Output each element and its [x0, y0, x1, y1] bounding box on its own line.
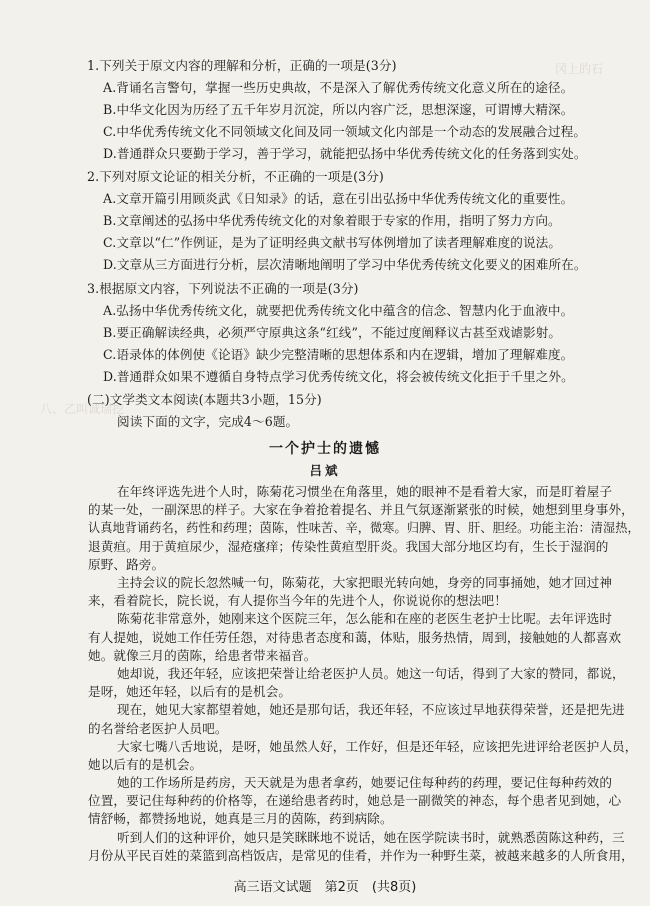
question-3-option-c: C.语录体的体例使《论语》缺少完整清晰的思想体系和内在逻辑，增加了理解难度。 — [103, 347, 574, 362]
question-2-stem: 2.下列对原文论证的相关分析，不正确的一项是(3分) — [87, 169, 384, 184]
story-line: 来，看着院长，院长说，有人提你当今年的先进个人，你说说你的想法吧！ — [88, 593, 507, 609]
story-line: 主持会议的院长忽然喊一句，陈菊花，大家把眼光转向她，身旁的同事捅她，她才回过神 — [117, 575, 613, 590]
bleed-through-text: 冈上的石 — [555, 62, 604, 76]
story-line: 是呀，她还年轻，以后有的是机会。 — [88, 684, 292, 700]
story-line: 陈菊花非常意外，她刚来这个医院三年，怎么能和在座的老医生老护士比呢。去年评选时 — [117, 611, 613, 627]
question-3-option-b: B.要正确解读经典，必须严守原典这条“红线”，不能过度阐释议古甚至戏谑影射。 — [103, 325, 562, 340]
question-3-option-a: A.弘扬中华优秀传统文化，就要把优秀传统文化中蕴含的信念、智慧内化于血液中。 — [103, 303, 574, 318]
question-1-option-d: D.普通群众只要勤于学习，善于学习，就能把弘扬中华优秀传统文化的任务落到实处。 — [103, 146, 587, 161]
section-instruction: 阅读下面的文字，完成4～6题。 — [117, 414, 299, 429]
story-line: 大家七嘴八舌地说，是呀，她虽然人好，工作好，但是还年轻，应该把先进评给老医护人员， — [117, 738, 638, 754]
question-1-option-b: B.中华文化因为历经了五千年岁月沉淀，所以内容广泛，思想深邃，可谓博大精深。 — [103, 102, 574, 117]
story-line: 原野、路旁。 — [88, 556, 165, 572]
story-line: 退黄疸。用于黄疸尿少，湿疮瘙痒；传染性黄疸型肝炎。我国大部分地区均有，生长于湿润的 — [88, 538, 609, 554]
page-footer: 高三语文试题 第2页 (共8页) — [233, 880, 417, 895]
story-line: 月份从平民百姓的菜篮到高档饭店，是常见的佳肴，并作为一种野生菜，被越来越多的人所食用， — [88, 847, 634, 863]
question-1-option-c: C.中华优秀传统文化不同领域文化间及同一领域文化内部是一个动态的发展融合过程。 — [103, 124, 587, 139]
story-line: 她。就像三月的茵陈，给患者带来福音。 — [88, 647, 317, 663]
question-2-option-d: D.文章从三方面进行分析，层次清晰地阐明了学习中华优秀传统文化要义的困难所在。 — [103, 257, 587, 272]
bleed-through-text: 八、乙叫诚瑞挖 — [40, 402, 125, 416]
story-title: 一个护士的遗憾 — [269, 441, 381, 457]
question-2-option-a: A.文章开篇引用顾炎武《日知录》的话，意在引出弘扬中华优秀传统文化的重要性。 — [103, 191, 574, 206]
story-author: 吕斌 — [309, 463, 341, 478]
question-2-option-c: C.文章以“仁”作例证，是为了证明经典文献书写体例增加了读者理解难度的说法。 — [103, 235, 562, 250]
question-1-stem: 1.下列关于原文内容的理解和分析，正确的一项是(3分) — [87, 58, 397, 73]
story-line: 她以后有的是机会。 — [88, 756, 203, 772]
story-line: 在年终评选先进个人时，陈菊花习惯坐在角落里，她的眼神不是看着大家，而是盯着屋子 — [117, 484, 613, 499]
story-line: 现在，她见大家都望着她，她还是那句话，我还年轻，不应该过早地获得荣誉，还是把先进 — [117, 702, 625, 718]
question-2-option-b: B.文章阐述的弘扬中华优秀传统文化的对象着眼于专家的作用，指明了努力方向。 — [103, 213, 561, 228]
question-3-option-d: D.普通群众如果不遵循自身特点学习优秀传统文化，将会被传统文化拒于千里之外。 — [103, 369, 574, 384]
question-3-stem: 3.根据原文内容，下列说法不正确的一项是(3分) — [87, 281, 359, 296]
story-line: 听到人们的这种评价，她只是笑眯眯地不说话，她在医学院读书时，就熟悉茵陈这种药，三 — [117, 829, 625, 845]
story-line: 的某一处，一副深思的样子。大家在争着抢着提名、并且气氛逐渐紧张的时候，她想到里身事外， — [88, 502, 634, 518]
story-line: 认真地背诵药名，药性和药理；茵陈，性味苦、辛，微寒。归脾、胃、肝、胆经。功能主治：清湿热， — [88, 520, 640, 536]
story-line: 情舒畅，都赞扬地说，她真是三月的茵陈，药到病除。 — [88, 811, 393, 827]
story-line: 有人提她，说她工作任劳任怨，对待患者态度和蔼，体贴，服务热情，周到，接触她的人都喜欢 — [88, 629, 622, 645]
story-line: 她却说，我还年轻，应该把荣誉让给老医护人员。她这一句话，得到了大家的赞同，都说， — [117, 665, 625, 681]
story-line: 位置，要记住每种药的价格等，在递给患者药时，她总是一副微笑的神态，每个患者见到她，心 — [88, 793, 622, 809]
story-line: 的名誉给老医护人员吧。 — [88, 720, 228, 736]
section-heading: (二)文学类文本阅读(本题共3小题，15分) — [87, 392, 322, 407]
story-line: 她的工作场所是药房，天天就是为患者拿药，她要记住每种药的药理，要记住每种药效的 — [117, 775, 613, 790]
question-1-option-a: A.背诵名言警句，掌握一些历史典故，不是深入了解优秀传统文化意义所在的途径。 — [103, 80, 574, 95]
